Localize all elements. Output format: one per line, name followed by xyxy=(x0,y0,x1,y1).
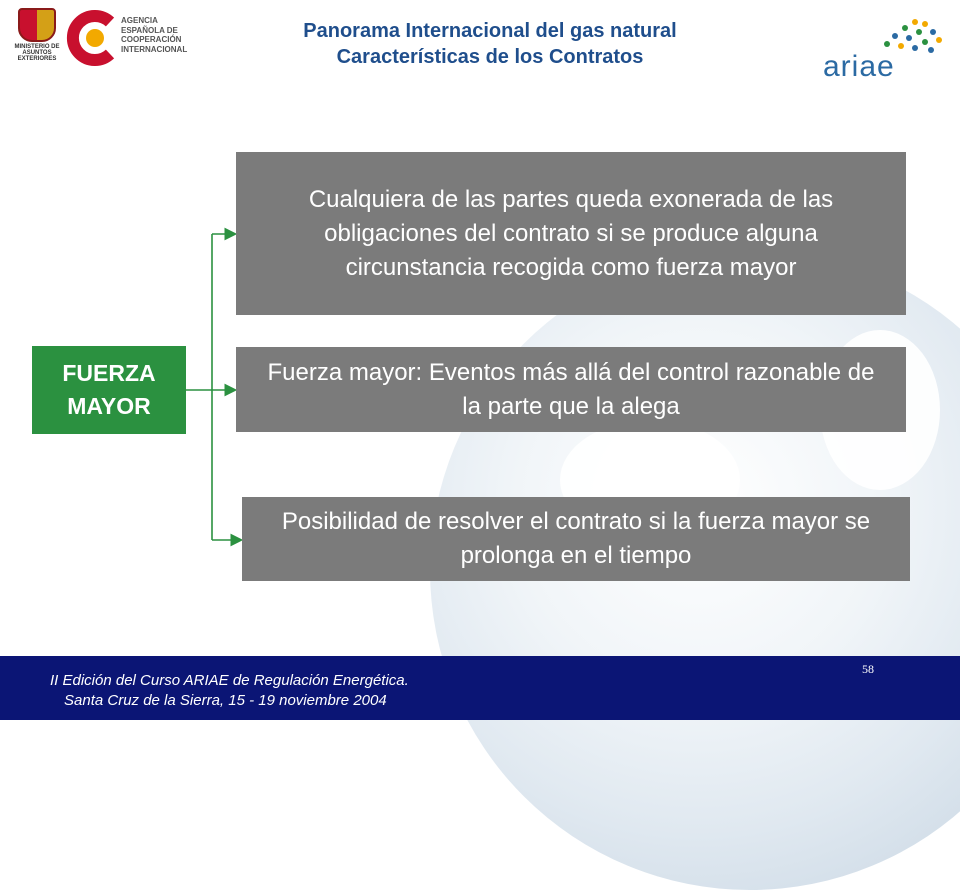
title-line-1: Panorama Internacional del gas natural xyxy=(303,20,677,42)
slide-title xyxy=(210,18,770,70)
box-exoneracion-text: Cualquiera de las partes queda exonerada de las obligaciones del contrato si se produce alguna circunstancia recogida como fuerza mayor xyxy=(308,185,834,281)
box-exoneracion xyxy=(236,152,906,315)
ministerio-logo xyxy=(14,8,60,68)
footer-line-2: Santa Cruz de la Sierra, 15 - 19 noviembre 2004 xyxy=(64,692,387,709)
ministerio-text: MINISTERIO DE ASUNTOS EXTERIORES xyxy=(14,44,60,62)
ariae-text: ariae xyxy=(823,50,895,83)
title-line-2: Características de los Contratos xyxy=(336,46,644,68)
aecid-line: ESPAÑOLA DE xyxy=(121,25,178,35)
footer-line-1: II Edición del Curso ARIAE de Regulación Energética. xyxy=(50,672,409,689)
ariae-logo xyxy=(815,16,955,92)
fuerza-mayor-label: FUERZA MAYOR xyxy=(62,360,156,419)
fuerza-mayor-box xyxy=(32,346,186,434)
box-definicion-text: Fuerza mayor: Eventos más allá del control razonable de la parte que la alega xyxy=(267,358,875,420)
box-resolucion-text: Posibilidad de resolver el contrato si la fuerza mayor se prolonga en el tiempo xyxy=(281,508,871,569)
box-resolucion xyxy=(242,497,910,581)
page-number: 58 xyxy=(862,662,874,676)
footer-text xyxy=(50,671,409,711)
footer-bar xyxy=(0,656,960,720)
aecid-line: COOPERACIÓN xyxy=(121,35,182,44)
aecid-text xyxy=(121,16,187,54)
box-definicion xyxy=(236,347,906,432)
coat-of-arms-icon xyxy=(18,8,56,42)
aecid-line: INTERNACIONAL xyxy=(121,44,188,54)
aecid-line: AGENCIA xyxy=(121,16,158,25)
aecid-logo-icon xyxy=(64,10,120,66)
